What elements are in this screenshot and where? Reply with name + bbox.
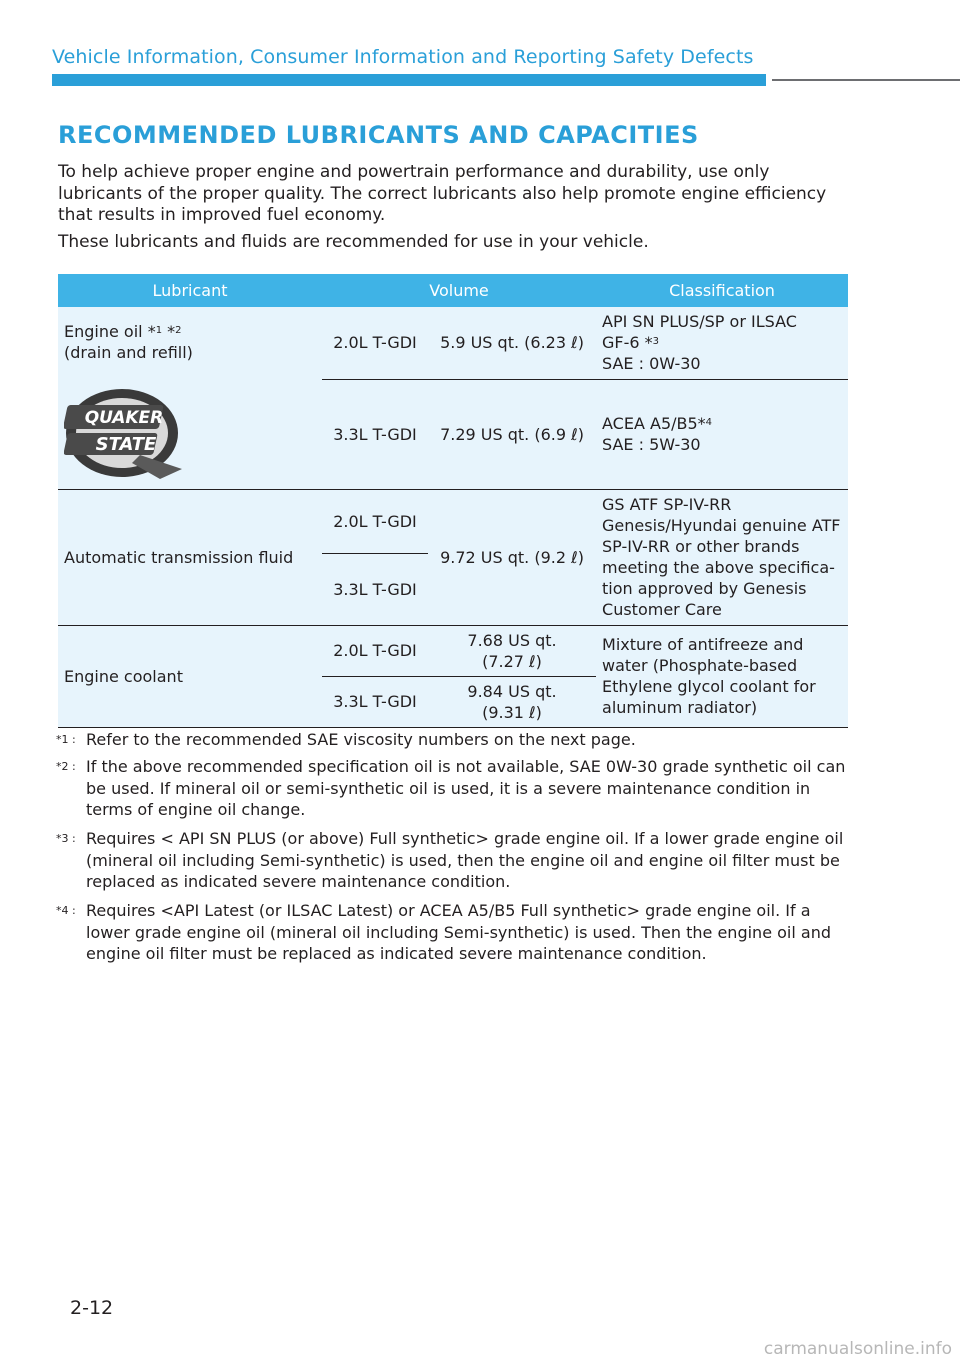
table-header-row: [58, 274, 848, 307]
svg-text:QUAKER: QUAKER: [84, 408, 164, 428]
header-rule-gray: [772, 79, 960, 81]
footnote-4: [56, 900, 856, 965]
coolant-volume-2-0-line2: (7.27 ℓ): [482, 651, 542, 671]
oil-class-3-3: [596, 379, 848, 489]
footnote-marker: *4 :: [56, 904, 76, 917]
atf-volume: 9.72 US qt. (9.2 ℓ): [428, 489, 596, 625]
atf-classification: GS ATF SP-IV-RR Genesis/Hyundai genuine ATF SP-IV-RR or other brands meeting the above specifica- tion approved by Genesis Customer Care: [596, 489, 848, 625]
footnote-text: Requires <API Latest (or ILSAC Latest) or ACEA A5/B5 Full synthetic> grade engine oil. If a lower grade engine oil (mineral oil including Semi-synthetic) is used. Then the engine oil and engine oil filter must be replaced as indicated severe maintenance condition.: [86, 901, 831, 963]
table-row: [58, 307, 848, 379]
oil-class-2-0-line3: SAE : 0W-30: [602, 354, 701, 374]
oil-volume-2-0: 5.9 US qt. (6.23 ℓ): [428, 307, 596, 379]
oil-volume-3-3: 7.29 US qt. (6.9 ℓ): [428, 379, 596, 489]
header-rule-blue: [52, 74, 766, 86]
coolant-volume-3-3: [428, 676, 596, 727]
oil-class-2-0-line1: API SN PLUS/SP or ILSAC: [602, 312, 797, 332]
quaker-state-logo: [64, 385, 186, 481]
atf-engine-2-0: 2.0L T-GDI: [322, 489, 428, 553]
header-lubricant: Lubricant: [58, 274, 322, 307]
engine-oil-cell: [58, 307, 322, 489]
footnote-text: If the above recommended specification oil is not available, SAE 0W-30 grade synthetic oil can be used. If mineral oil or semi-synthetic oil is used, it is a severe maintenance condition in terms of engine oil change.: [86, 757, 846, 819]
intro-paragraph-2: These lubricants and fluids are recommended for use in your vehicle.: [58, 232, 649, 252]
oil-class-3-3-line1: ACEA A5/B5*$^4$: [602, 414, 713, 433]
oil-class-3-3-line2: SAE : 5W-30: [602, 435, 701, 454]
oil-engine-3-3: 3.3L T-GDI: [322, 379, 428, 489]
intro-paragraph: To help achieve proper engine and powertrain performance and durability, use only lubricants of the proper quality. The correct lubricants also help promote engine efficiency that results in improved fuel economy.: [58, 162, 827, 225]
footnote-marker: *2 :: [56, 760, 76, 773]
page-number: 2-12: [70, 1297, 114, 1319]
header-classification: Classification: [596, 274, 848, 307]
coolant-volume-2-0: [428, 625, 596, 676]
atf-engine-3-3: 3.3L T-GDI: [322, 553, 428, 625]
oil-class-2-0: [596, 307, 848, 379]
coolant-volume-3-3-line2: (9.31 ℓ): [482, 702, 542, 722]
oil-engine-2-0: 2.0L T-GDI: [322, 307, 428, 379]
footnote-1: [56, 729, 856, 751]
coolant-name: Engine coolant: [58, 625, 322, 727]
engine-oil-subtitle: (drain and refill): [64, 343, 193, 362]
watermark: carmanualsonline.info: [763, 1339, 952, 1359]
footnote-marker: *3 :: [56, 832, 76, 845]
svg-text:STATE: STATE: [95, 434, 157, 455]
page-heading: RECOMMENDED LUBRICANTS AND CAPACITIES: [58, 121, 699, 149]
table-row: [58, 625, 848, 676]
table-row: [58, 489, 848, 553]
footnote-3: [56, 828, 856, 893]
section-title: Vehicle Information, Consumer Information and Reporting Safety Defects: [52, 46, 754, 68]
engine-oil-name: Engine oil *$^1$ *$^2$: [64, 322, 182, 341]
footnote-marker: *1 :: [56, 733, 76, 746]
coolant-volume-3-3-line1: 9.84 US qt.: [467, 681, 557, 701]
lubricants-table: [58, 274, 848, 728]
coolant-volume-2-0-line1: 7.68 US qt.: [467, 630, 557, 650]
footnote-text: Requires < API SN PLUS (or above) Full synthetic> grade engine oil. If a lower grade engine oil (mineral oil including Semi-synthetic) is used, then the engine oil and engine oil filter must be replaced as indicated severe maintenance condition.: [86, 829, 844, 891]
footnote-text: Refer to the recommended SAE viscosity numbers on the next page.: [86, 730, 636, 749]
coolant-engine-2-0: 2.0L T-GDI: [322, 625, 428, 676]
atf-name: Automatic transmission fluid: [58, 489, 322, 625]
quaker-state-logo-graphic: [64, 385, 186, 481]
coolant-engine-3-3: 3.3L T-GDI: [322, 676, 428, 727]
header-volume: Volume: [322, 274, 596, 307]
coolant-classification: Mixture of antifreeze and water (Phosphate-based Ethylene glycol coolant for aluminum radiator): [596, 625, 848, 727]
footnote-2: [56, 756, 856, 821]
oil-class-2-0-line2: GF-6 *$^3$: [602, 333, 660, 353]
